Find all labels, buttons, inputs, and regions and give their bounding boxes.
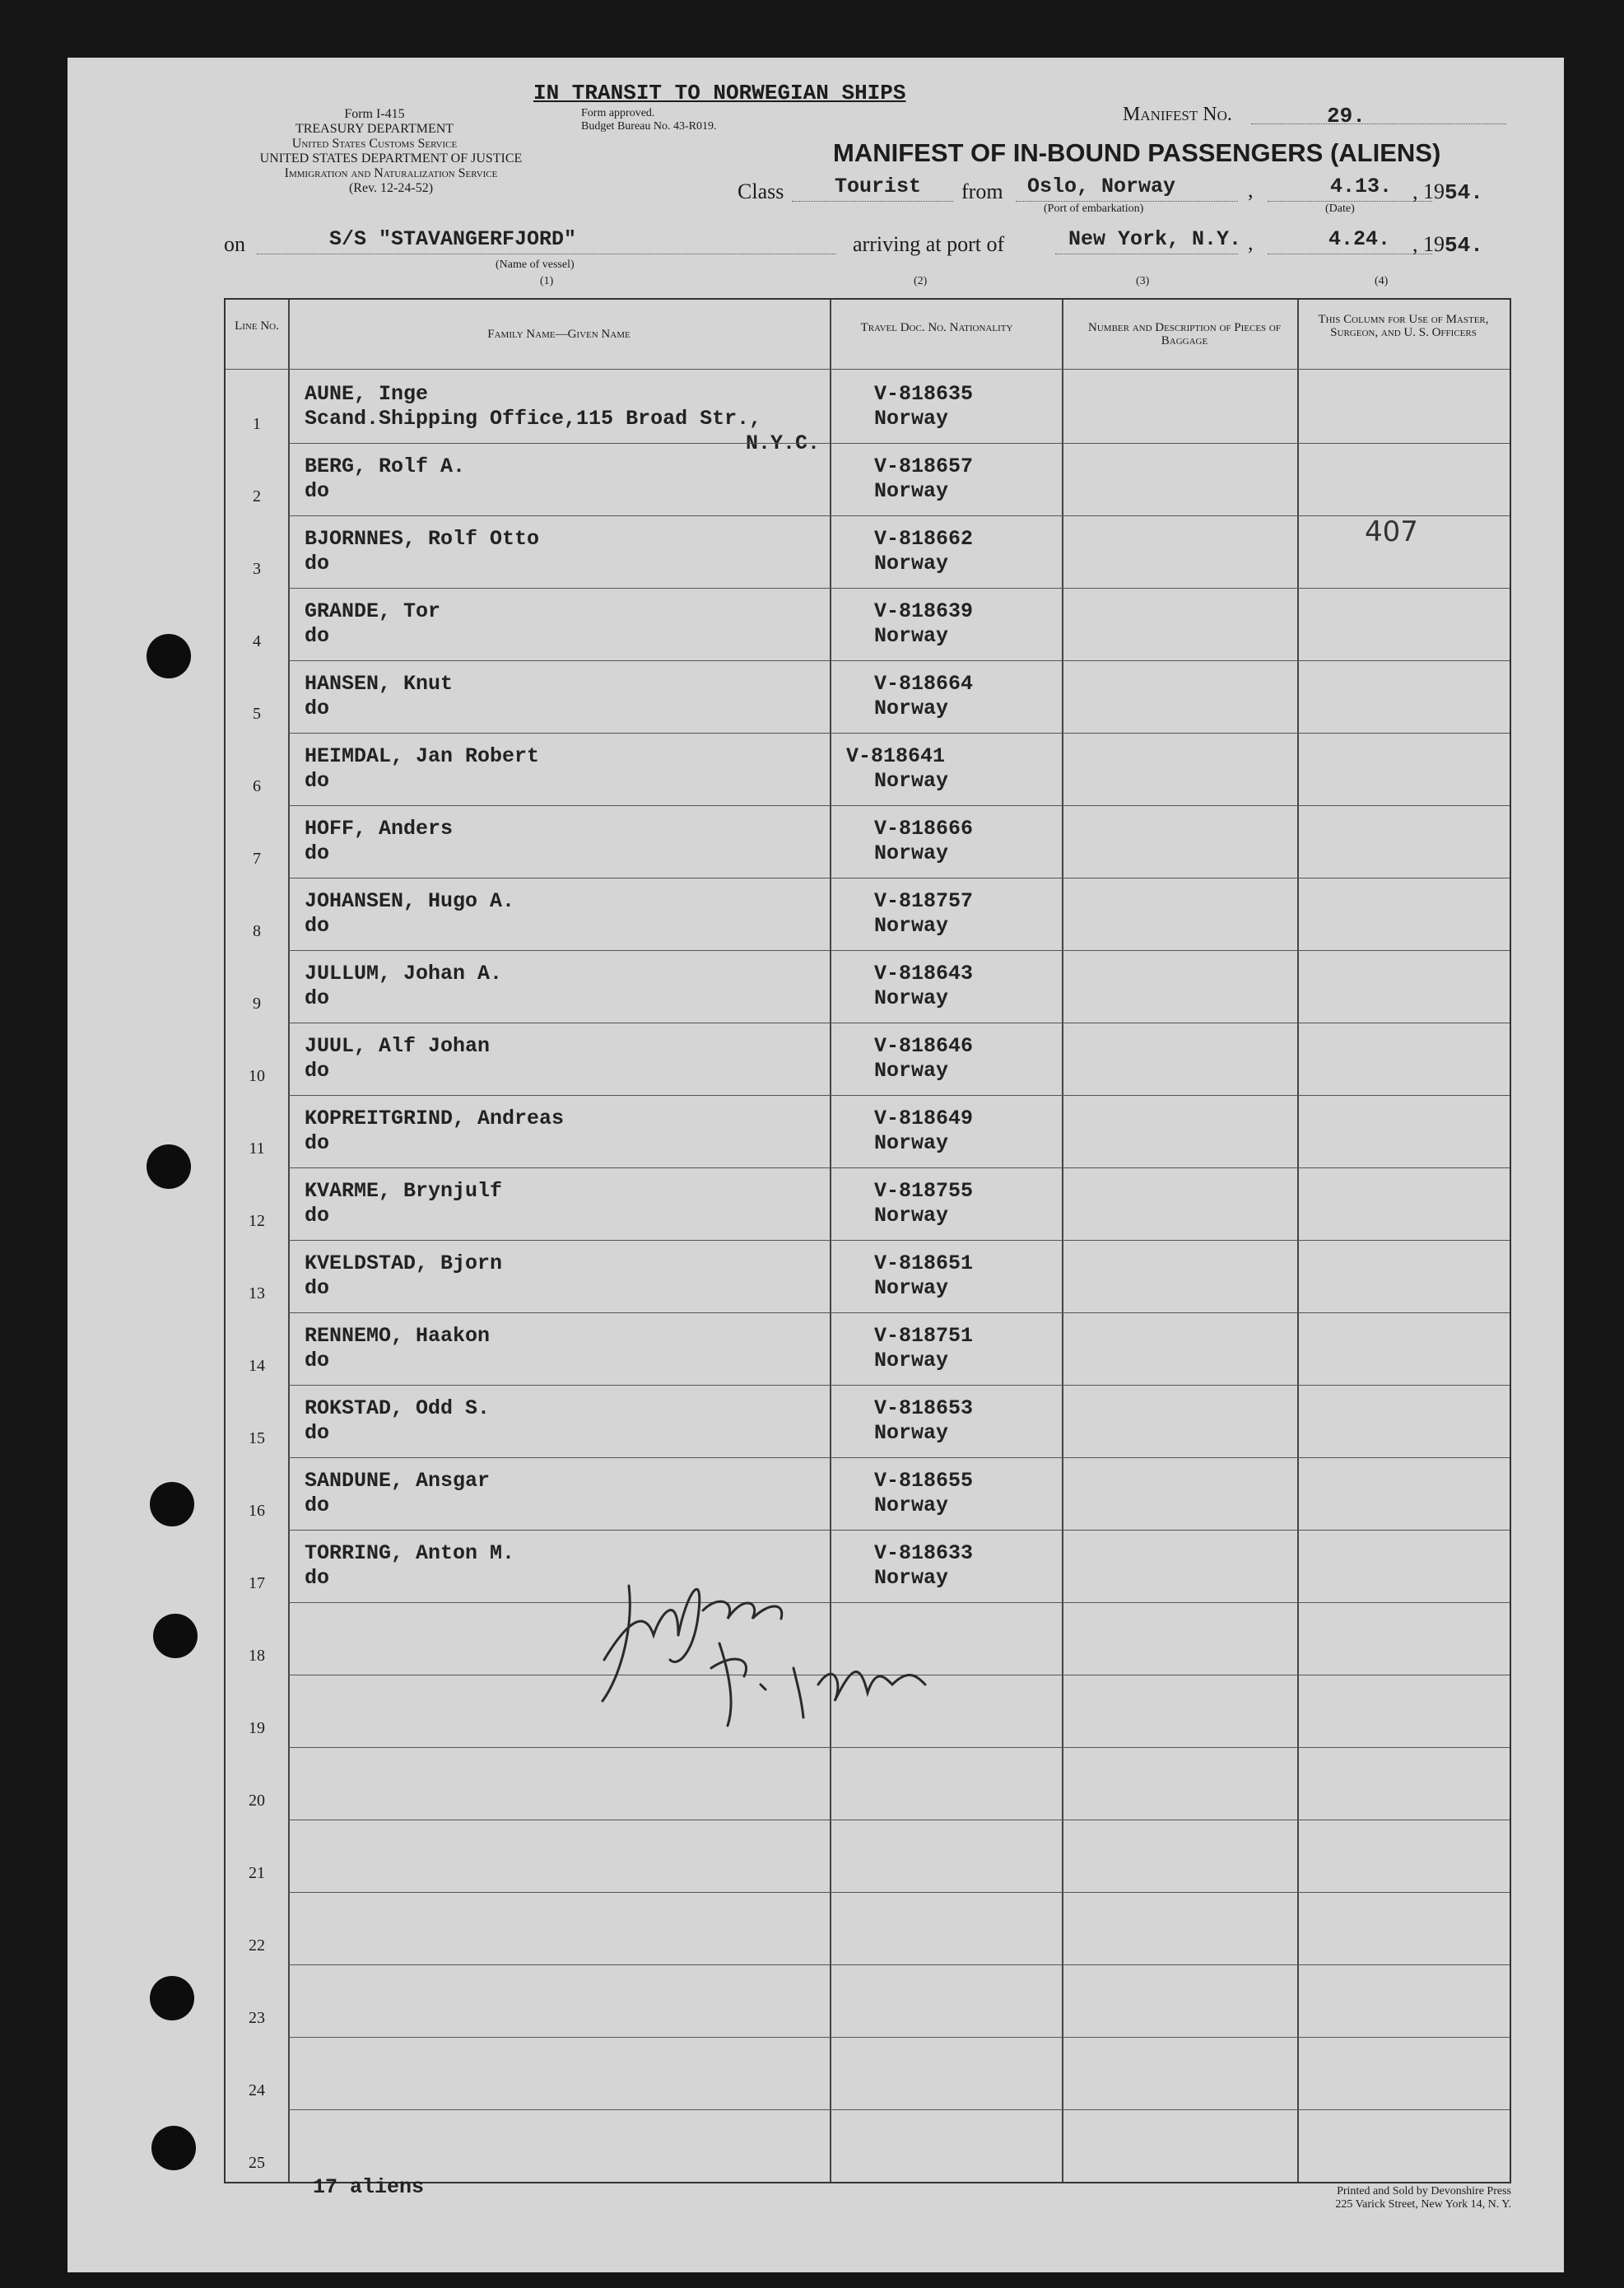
table-row xyxy=(226,1457,1510,1530)
table-row xyxy=(226,1312,1510,1385)
table-row xyxy=(226,733,1510,805)
comma-2: , xyxy=(1248,231,1254,254)
punch-hole xyxy=(147,1144,191,1189)
passenger-address: do xyxy=(305,1349,330,1372)
nationality: Norway xyxy=(874,1566,949,1590)
officer-note: 407 xyxy=(1365,515,1418,548)
passenger-name: HEIMDAL, Jan Robert xyxy=(305,744,540,768)
year-2-value: 54. xyxy=(1445,233,1483,258)
passenger-address: do xyxy=(305,624,330,648)
line-number: 8 xyxy=(253,922,261,940)
line-number: 25 xyxy=(249,2154,265,2172)
punch-hole xyxy=(147,634,191,678)
nationality: Norway xyxy=(874,479,949,503)
table-row xyxy=(226,2037,1510,2109)
port-arrive-value: New York, N.Y. xyxy=(1068,227,1242,251)
travel-doc-number: V-818651 xyxy=(874,1251,974,1275)
passenger-name: ROKSTAD, Odd S. xyxy=(305,1396,491,1420)
line-number: 17 xyxy=(249,1574,265,1592)
nationality: Norway xyxy=(874,552,949,575)
approval-block xyxy=(581,107,716,133)
nationality: Norway xyxy=(874,914,949,938)
table-row xyxy=(226,1820,1510,1892)
customs-label: United States Customs Service xyxy=(291,137,458,151)
table-row xyxy=(226,588,1510,660)
comma-1: , xyxy=(1248,178,1254,202)
col1-num: (1) xyxy=(540,275,554,287)
from-label: from xyxy=(961,179,1003,203)
line-number: 5 xyxy=(253,705,261,723)
nationality: Norway xyxy=(874,624,949,648)
passenger-address: do xyxy=(305,552,330,575)
nationality: Norway xyxy=(874,1276,949,1300)
passenger-address: Scand.Shipping Office,115 Broad Str., xyxy=(305,407,762,431)
travel-doc-number: V-818643 xyxy=(874,962,974,986)
date-caption: (Date) xyxy=(1325,203,1355,215)
passenger-address: do xyxy=(305,1493,330,1517)
manifest-title: MANIFEST OF IN-BOUND PASSENGERS (ALIENS) xyxy=(833,138,1441,167)
punch-hole xyxy=(150,1482,194,1526)
passenger-name: BERG, Rolf A. xyxy=(305,454,466,478)
class-value: Tourist xyxy=(835,175,922,198)
alien-count: 17 aliens xyxy=(313,2175,425,2199)
manifest-no-value: 29. xyxy=(1327,104,1366,128)
nationality: Norway xyxy=(874,1421,949,1445)
line-number: 21 xyxy=(249,1864,265,1882)
col2-num: (2) xyxy=(914,275,928,287)
class-line xyxy=(792,201,953,202)
table-row xyxy=(226,1167,1510,1240)
table-row xyxy=(226,1747,1510,1820)
form-number: Form I-415 xyxy=(344,107,405,121)
line-number: 16 xyxy=(249,1502,265,1520)
nationality: Norway xyxy=(874,697,949,720)
arriving-label: arriving at port of xyxy=(853,232,1005,256)
travel-doc-number: V-818641 xyxy=(846,744,946,768)
passenger-address: do xyxy=(305,986,330,1010)
nationality: Norway xyxy=(874,1349,949,1372)
table-row xyxy=(226,1095,1510,1167)
date-arrive-value: 4.24. xyxy=(1329,227,1391,251)
line-number: 1 xyxy=(253,415,261,433)
line-number: 23 xyxy=(249,2009,265,2027)
passenger-name: JULLUM, Johan A. xyxy=(305,962,503,986)
travel-doc-number: V-818664 xyxy=(874,672,974,696)
line-number: 10 xyxy=(249,1067,265,1085)
line-number: 9 xyxy=(253,995,261,1013)
year-prefix: 19 xyxy=(1423,179,1445,203)
passenger-address: do xyxy=(305,1059,330,1083)
col3-num: (3) xyxy=(1136,275,1150,287)
date-depart-value: 4.13. xyxy=(1330,175,1393,198)
header-baggage: Number and Description of Pieces of Baggage xyxy=(1088,321,1281,347)
year-2: , 1954. xyxy=(1412,232,1483,258)
travel-doc-number: V-818666 xyxy=(874,817,974,841)
table-row xyxy=(226,2109,1510,2182)
line-number: 20 xyxy=(249,1792,265,1810)
travel-doc-number: V-818635 xyxy=(874,382,974,406)
nationality: Norway xyxy=(874,1493,949,1517)
line-number: 6 xyxy=(253,777,261,795)
table-row xyxy=(226,515,1510,588)
nationality: Norway xyxy=(874,769,949,793)
punch-hole xyxy=(150,1976,194,2020)
passenger-address: do xyxy=(305,1131,330,1155)
passenger-address: do xyxy=(305,769,330,793)
printer-line-1: Printed and Sold by Devonshire Press xyxy=(1337,2185,1511,2197)
travel-doc-number: V-818646 xyxy=(874,1034,974,1058)
passenger-name: TORRING, Anton M. xyxy=(305,1541,515,1565)
passenger-address: do xyxy=(305,1421,330,1445)
table-row xyxy=(226,443,1510,515)
passenger-name: AUNE, Inge xyxy=(305,382,429,406)
line-number: 15 xyxy=(249,1429,265,1447)
table-row xyxy=(226,1964,1510,2037)
passenger-address: do xyxy=(305,1204,330,1228)
line-number: 11 xyxy=(249,1139,265,1158)
travel-doc-number: V-818639 xyxy=(874,599,974,623)
header-name: Family Name—Given Name xyxy=(487,328,631,341)
passenger-address: do xyxy=(305,914,330,938)
budget-bureau: Budget Bureau No. 43-R019. xyxy=(581,120,717,133)
passenger-name: RENNEMO, Haakon xyxy=(305,1324,491,1348)
year-1-value: 54. xyxy=(1445,180,1483,205)
header-officers: This Column for Use of Master, Surgeon, and U. S. Officers xyxy=(1318,313,1489,339)
justice-label: UNITED STATES DEPARTMENT OF JUSTICE xyxy=(259,151,523,165)
table-row xyxy=(226,805,1510,878)
vessel-name: S/S "STAVANGERFJORD" xyxy=(329,227,577,251)
punch-hole xyxy=(151,2126,196,2170)
passenger-name: GRANDE, Tor xyxy=(305,599,441,623)
passenger-name: KOPREITGRIND, Andreas xyxy=(305,1107,565,1130)
header-rule xyxy=(226,369,1510,370)
date-depart-line xyxy=(1268,201,1432,202)
nationality: Norway xyxy=(874,1204,949,1228)
class-label: Class xyxy=(738,179,784,203)
header-doc: Travel Doc. No. Nationality xyxy=(860,321,1013,334)
table-row xyxy=(226,1240,1510,1312)
table-row xyxy=(226,1892,1510,1964)
line-number: 12 xyxy=(249,1212,265,1230)
manifest-no-line xyxy=(1251,123,1506,124)
line-number: 7 xyxy=(253,850,261,868)
printer-info xyxy=(1223,2185,1511,2211)
port-embark-caption: (Port of embarkation) xyxy=(1044,203,1144,215)
passenger-name: KVELDSTAD, Bjorn xyxy=(305,1251,503,1275)
line-number: 14 xyxy=(249,1357,265,1375)
treasury-label: TREASURY DEPARTMENT xyxy=(295,122,454,136)
printer-line-2: 225 Varick Street, New York 14, N. Y. xyxy=(1335,2198,1511,2211)
manifest-no-label: Manifest No. xyxy=(1123,104,1232,125)
travel-doc-number: V-818657 xyxy=(874,454,974,478)
passenger-name: JOHANSEN, Hugo A. xyxy=(305,889,515,913)
revision-label: (Rev. 12-24-52) xyxy=(348,181,434,195)
header-line-no: Line No. xyxy=(235,319,279,333)
table-row xyxy=(226,1385,1510,1457)
year-1: , 1954. xyxy=(1412,179,1483,205)
passenger-name: BJORNNES, Rolf Otto xyxy=(305,527,540,551)
passenger-address: do xyxy=(305,479,330,503)
passenger-address: do xyxy=(305,697,330,720)
punch-hole xyxy=(153,1614,198,1658)
travel-doc-number: V-818662 xyxy=(874,527,974,551)
passenger-address: do xyxy=(305,1566,330,1590)
passenger-name: SANDUNE, Ansgar xyxy=(305,1469,491,1493)
line-number: 18 xyxy=(249,1647,265,1665)
travel-doc-number: V-818649 xyxy=(874,1107,974,1130)
transit-banner: IN TRANSIT TO NORWEGIAN SHIPS xyxy=(533,81,906,105)
passenger-name: JUUL, Alf Johan xyxy=(305,1034,491,1058)
travel-doc-number: V-818751 xyxy=(874,1324,974,1348)
table-row xyxy=(226,1023,1510,1095)
col4-num: (4) xyxy=(1375,275,1389,287)
line-number: 3 xyxy=(253,560,261,578)
passenger-address: do xyxy=(305,1276,330,1300)
on-label: on xyxy=(224,232,245,256)
passenger-name: HANSEN, Knut xyxy=(305,672,454,696)
travel-doc-number: V-818655 xyxy=(874,1469,974,1493)
port-embark-value: Oslo, Norway xyxy=(1027,175,1176,198)
nationality: Norway xyxy=(874,986,949,1010)
table-row xyxy=(226,878,1510,950)
line-number: 13 xyxy=(249,1284,265,1302)
passenger-name: KVARME, Brynjulf xyxy=(305,1179,503,1203)
travel-doc-number: V-818653 xyxy=(874,1396,974,1420)
passenger-address: do xyxy=(305,841,330,865)
port-embark-line xyxy=(1016,201,1238,202)
travel-doc-number: V-818755 xyxy=(874,1179,974,1203)
nationality: Norway xyxy=(874,1059,949,1083)
passenger-address-extra: N.Y.C. xyxy=(746,431,821,455)
line-number: 22 xyxy=(249,1936,265,1955)
form-approved: Form approved. xyxy=(581,107,655,119)
nationality: Norway xyxy=(874,841,949,865)
table-row xyxy=(226,660,1510,733)
nationality: Norway xyxy=(874,1131,949,1155)
travel-doc-number: V-818757 xyxy=(874,889,974,913)
passenger-name: HOFF, Anders xyxy=(305,817,454,841)
handwritten-signature xyxy=(596,1561,1024,1742)
travel-doc-number: V-818633 xyxy=(874,1541,974,1565)
line-number: 24 xyxy=(249,2081,265,2099)
ins-label: Immigration and Naturalization Service xyxy=(284,166,498,180)
line-number: 4 xyxy=(253,632,261,650)
passenger-table xyxy=(224,298,1511,2183)
line-number: 19 xyxy=(249,1719,265,1737)
line-number: 2 xyxy=(253,487,261,506)
table-row xyxy=(226,950,1510,1023)
year-prefix-2: 19 xyxy=(1423,232,1445,256)
form-agency-block xyxy=(222,107,560,196)
table-row xyxy=(226,370,1510,455)
vessel-caption: (Name of vessel) xyxy=(496,259,575,271)
nationality: Norway xyxy=(874,407,949,431)
